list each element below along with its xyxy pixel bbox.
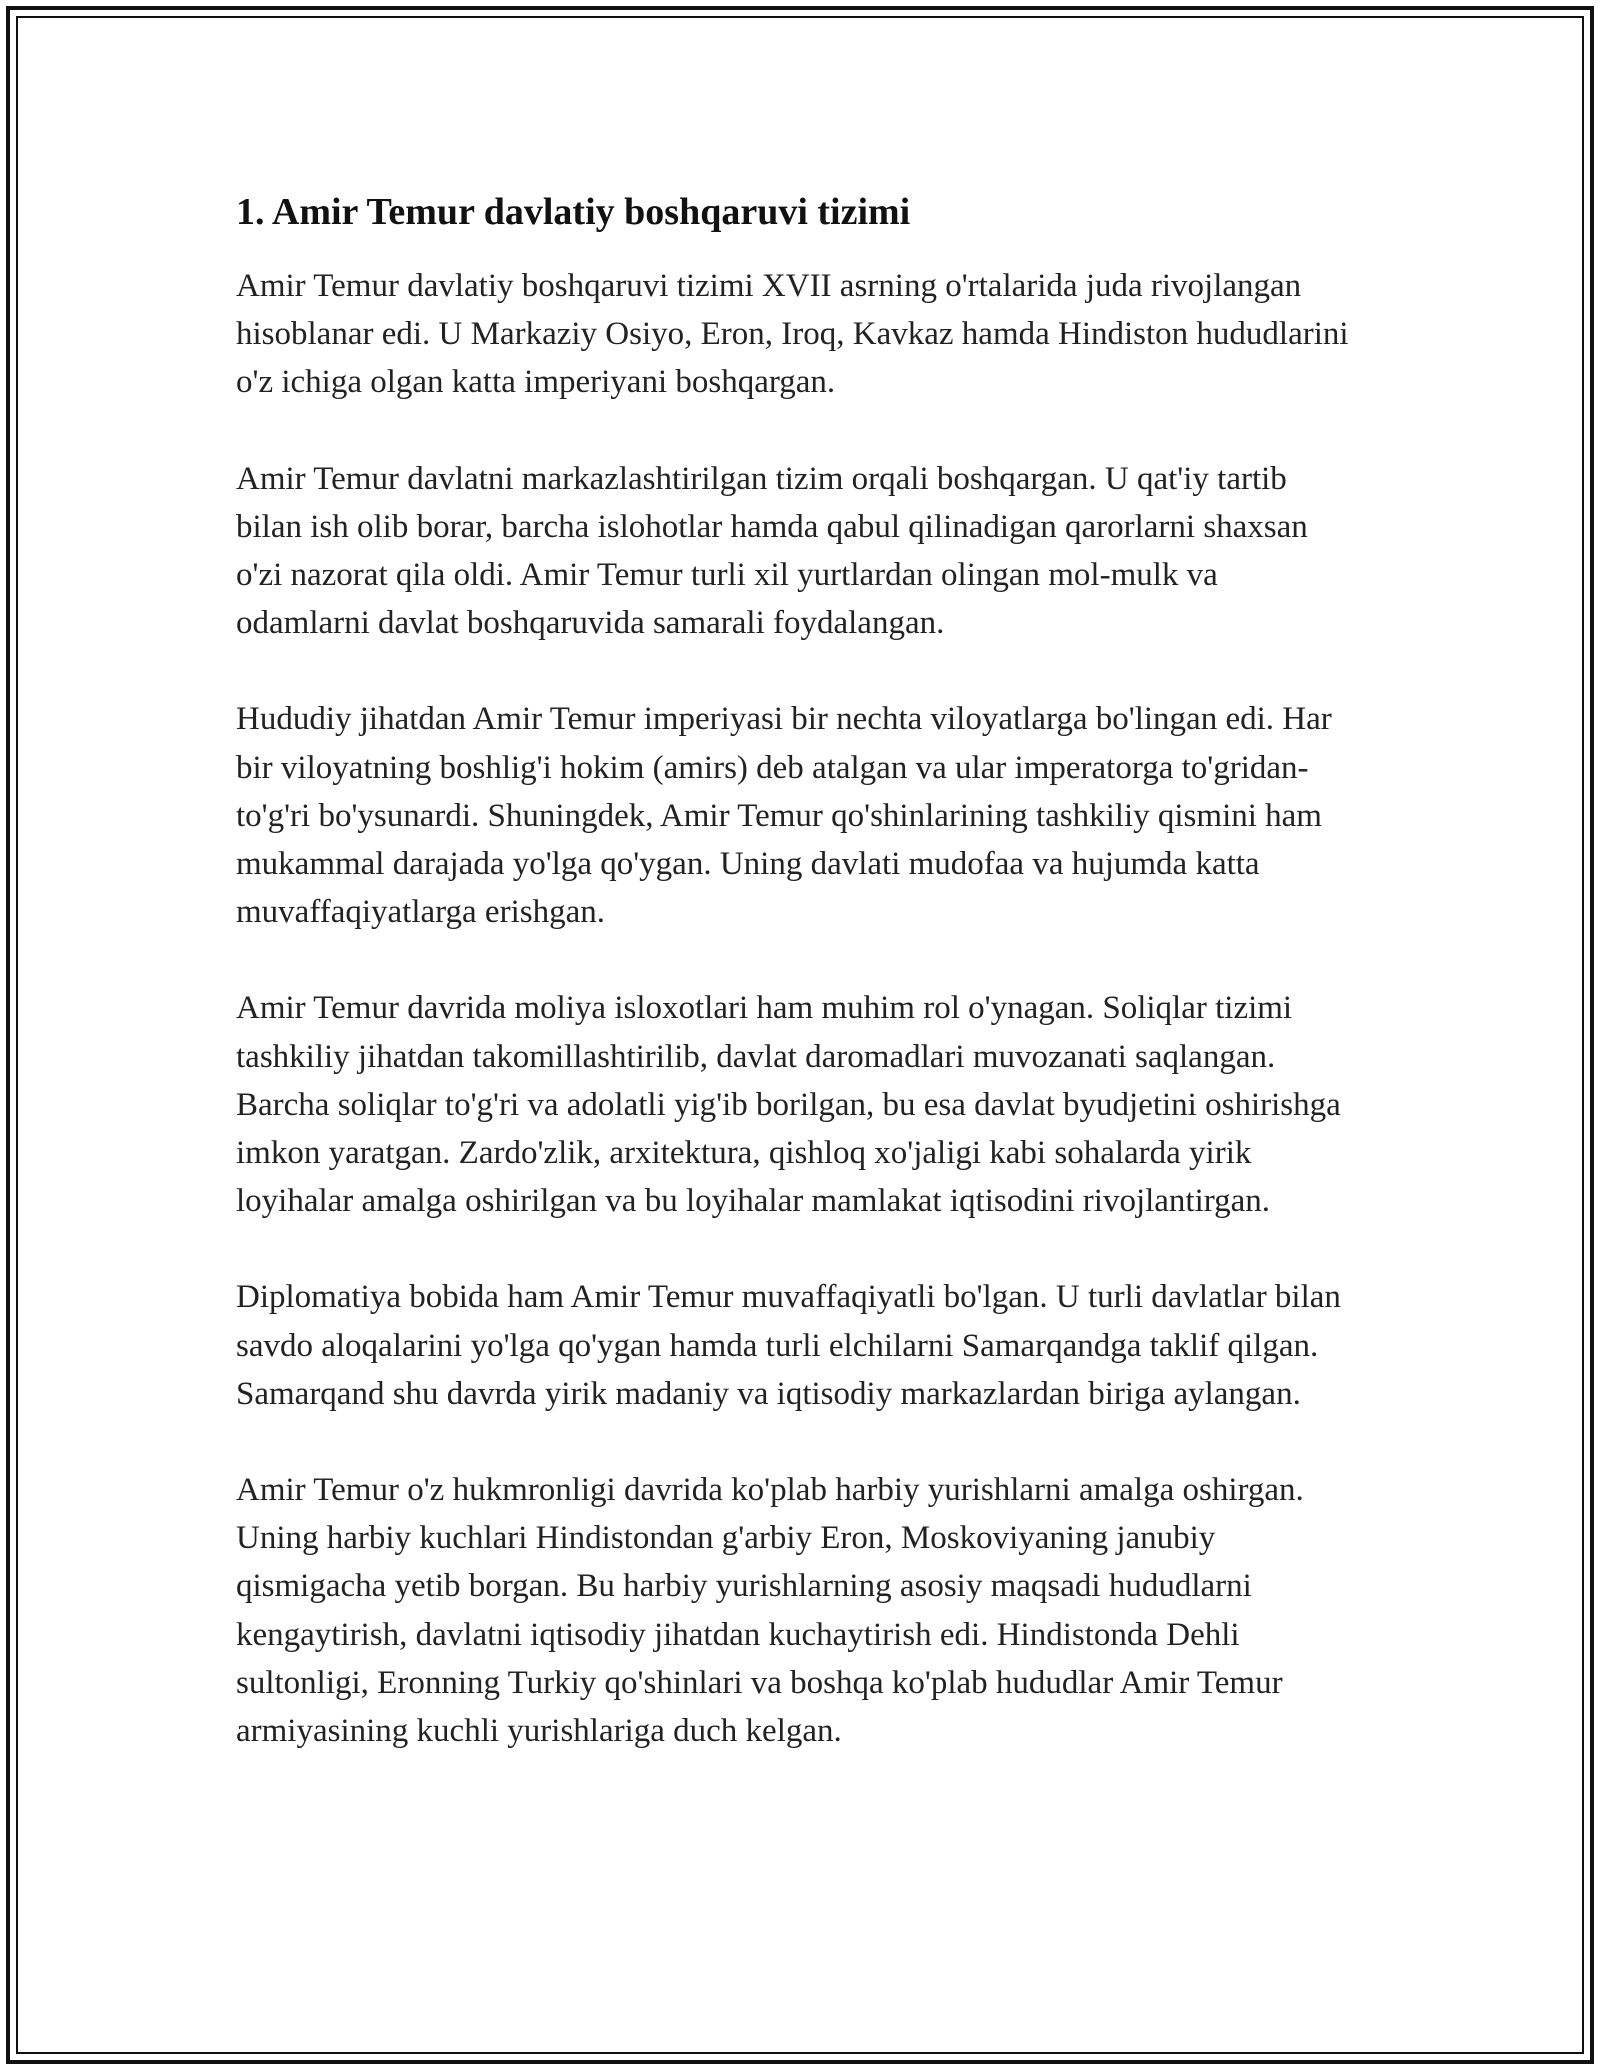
paragraph-2: Amir Temur davlatni markazlashtirilgan tizim orqali boshqargan. U qat'iy tartib bilan ish olib borar, barcha islohotlar hamda qabul qilinadigan qarorlarni shaxsan o'zi nazorat qila oldi. Amir Temur turli xil yurtlardan olingan mol-mulk va odamlarni davlat boshqaruvida samarali foydalangan. <box>236 460 1308 642</box>
paragraph-4: Amir Temur davrida moliya isloxotlari ham muhim rol o'ynagan. Soliqlar tizimi tashkiliy jihatdan takomillashtirilib, davlat daromadlari muvozanati saqlangan. Barcha soliqlar to'g'ri va adolatli yig'ib borilgan, bu esa davlat byudjetini oshirishga imkon yaratgan. Zardo'zlik, arxitektura, qishloq xo'jaligi kabi sohalarda yirik loyihalar amalga oshirilgan va bu loyihalar mamlakat iqtisodini rivojlantirgan. <box>236 990 1341 1220</box>
paragraph-5: Diplomatiya bobida ham Amir Temur muvaffaqiyatli bo'lgan. U turli davlatlar bilan savdo aloqalarini yo'lga qo'ygan hamda turli elchilarni Samarqandga taklif qilgan. Samarqand shu davrda yirik madaniy va iqtisodiy markazlardan biriga aylangan. <box>236 1279 1341 1412</box>
document-body <box>236 186 1356 1803</box>
paragraph-1: Amir Temur davlatiy boshqaruvi tizimi XVII asrning o'rtalarida juda rivojlangan hisoblanar edi. U Markaziy Osiyo, Eron, Iroq, Kavkaz hamda Hindiston hududlarini o'z ichiga olgan katta imperiyani boshqargan. <box>236 268 1349 401</box>
paragraph-3: Hududiy jihatdan Amir Temur imperiyasi bir nechta viloyatlarga bo'lingan edi. Har bir viloyatning boshlig'i hokim (amirs) deb atalgan va ular imperatorga to'gridan-to'g'ri bo'ysunardi. Shuningdek, Amir Temur qo'shinlarining tashkiliy qismini ham mukammal darajada yo'lga qo'ygan. Uning davlati mudofaa va hujumda katta muvaffaqiyatlarga erishgan. <box>236 701 1332 931</box>
document-title: 1. Amir Temur davlatiy boshqaruvi tizimi <box>236 191 911 233</box>
paragraph-6: Amir Temur o'z hukmronligi davrida ko'plab harbiy yurishlarni amalga oshirgan. Uning harbiy kuchlari Hindistondan g'arbiy Eron, Moskoviyaning janubiy qismigacha yetib borgan. Bu harbiy yurishlarning asosiy maqsadi hududlarni kengaytirish, davlatni iqtisodiy jihatdan kuchaytirish edi. Hindistonda Dehli sultonligi, Eronning Turkiy qo'shinlari va boshqa ko'plab hududlar Amir Temur armiyasining kuchli yurishlariga duch kelgan. <box>236 1472 1304 1750</box>
